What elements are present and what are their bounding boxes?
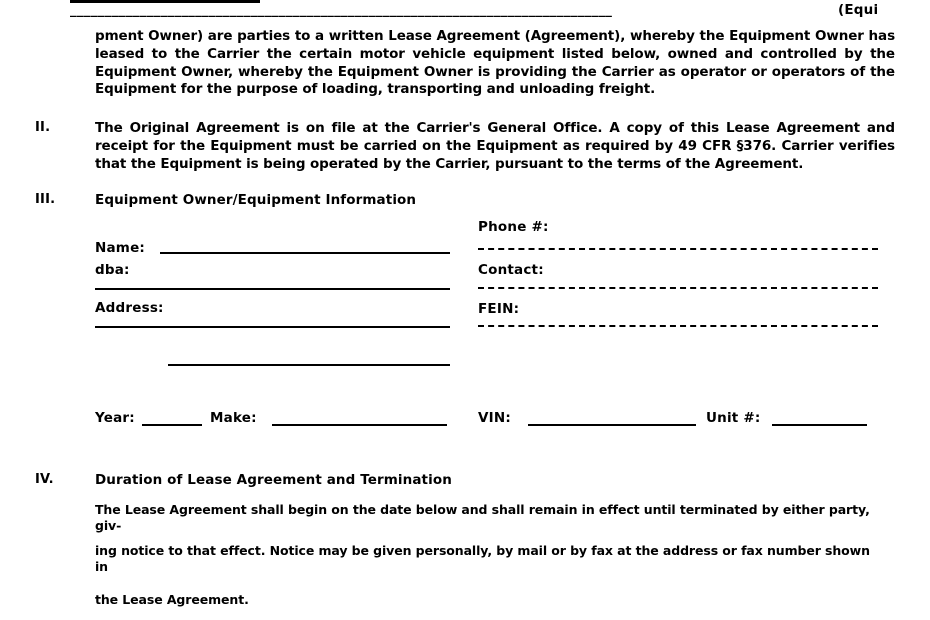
field-input-name[interactable] — [160, 252, 450, 254]
field-input-dba[interactable] — [95, 288, 450, 290]
field-label-make: Make: — [210, 410, 257, 426]
field-input-contact[interactable] — [478, 287, 878, 289]
section-4-heading: Duration of Lease Agreement and Termination — [95, 472, 452, 488]
field-input-fein[interactable] — [478, 325, 878, 327]
section-3-heading: Equipment Owner/Equipment Information — [95, 192, 417, 208]
duration-paragraph-1: The Lease Agreement shall begin on the date below and shall remain in effect until terminated by either party, giv- — [95, 502, 870, 534]
field-label-dba: dba: — [95, 262, 130, 278]
field-input-unit[interactable] — [772, 424, 867, 426]
section-2-numeral: II. — [35, 120, 51, 135]
section-1-paragraph: pment Owner) are parties to a written Lease Agreement (Agreement), whereby the Equipment Owner has leased to the Carrier the certain motor vehicle equipment listed below, owned and controlled by the Equipment Owner, whereby the Equipment Owner is providing the Carrier as operator or operators of the Equipment for the purpose of loading, transporting and unloading freight. — [95, 28, 895, 98]
top-fragment-underscores: ______________________________________________________________________________ — [70, 2, 613, 18]
field-label-unit: Unit #: — [706, 410, 761, 426]
field-label-phone: Phone #: — [478, 219, 549, 235]
field-input-address-line2[interactable] — [168, 364, 450, 366]
duration-paragraph-2: ing notice to that effect. Notice may be given personally, by mail or by fax at the address or fax number shown in — [95, 543, 870, 575]
field-input-vin[interactable] — [528, 424, 696, 426]
duration-paragraph-3: the Lease Agreement. — [95, 592, 249, 607]
field-label-name: Name: — [95, 240, 146, 256]
field-label-address: Address: — [95, 300, 164, 316]
section-4-numeral: IV. — [35, 472, 54, 487]
field-label-contact: Contact: — [478, 262, 544, 278]
section-3-numeral: III. — [35, 192, 56, 207]
field-label-year: Year: — [95, 410, 135, 426]
field-input-phone[interactable] — [478, 248, 878, 250]
field-input-make[interactable] — [272, 424, 447, 426]
field-input-address-line1[interactable] — [95, 326, 450, 328]
section-2-paragraph: The Original Agreement is on file at the Carrier's General Office. A copy of this Lease Agreement and receipt for the Equipment must be carried on the Equipment as required by 49 CFR §376. Carrier verifies that the Equipment is being operated by the Carrier, pursuant to the terms of the Agreement. — [95, 120, 895, 172]
field-input-year[interactable] — [142, 424, 202, 426]
top-fragment-trailing-text: (Equi — [838, 2, 879, 18]
field-label-vin: VIN: — [478, 410, 511, 426]
field-label-fein: FEIN: — [478, 301, 520, 317]
